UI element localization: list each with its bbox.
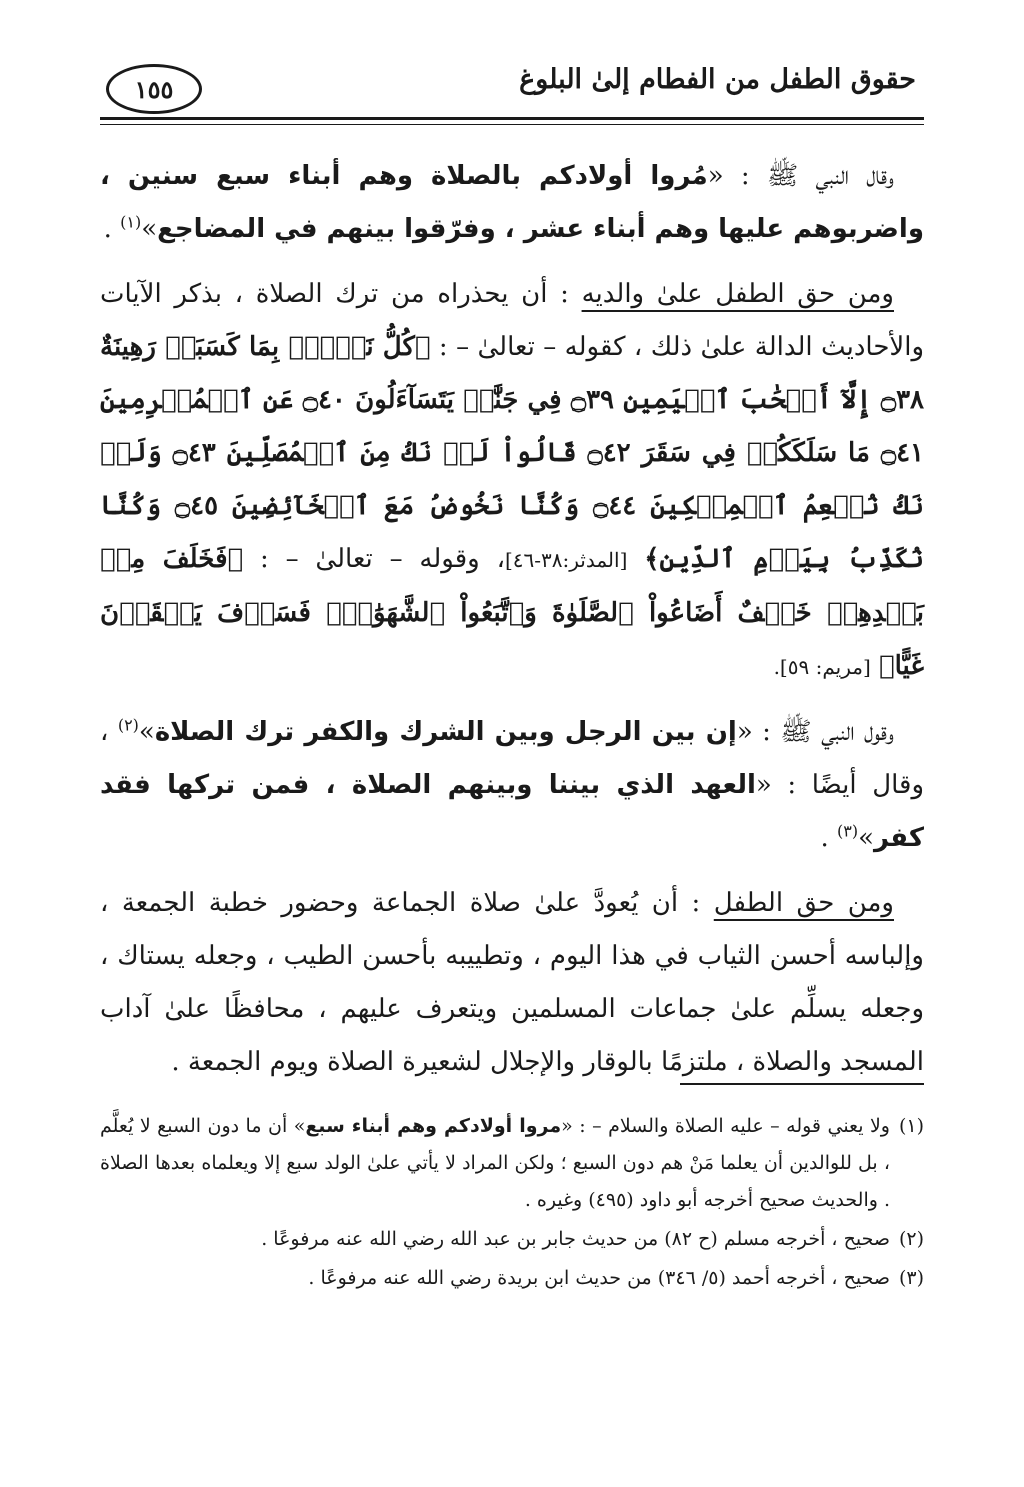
p3-hadith: إن بين الرجل وبين الشرك والكفر ترك الصلاة (154, 717, 737, 747)
p1-close: » (141, 214, 158, 244)
paragraph-hadith-prayer-age (100, 150, 924, 256)
page-number: ١٥٥ (106, 64, 202, 114)
footnote-ref-1: (١) (120, 212, 142, 232)
p2-text: : أن يحذراه من ترك الصلاة ، بذكر الآيات والأحاديث الدالة علىٰ ذلك ، كقوله – تعالىٰ – : (100, 279, 925, 362)
p3-hadith-2: العهد الذي بيننا وبينهم الصلاة ، فمن تركها فقد كفر (100, 770, 924, 853)
footnote-3 (100, 1260, 924, 1297)
p2-mid: ، وقوله – تعالىٰ – : (259, 544, 505, 574)
footnote-ref-2: (٢) (117, 715, 139, 735)
verse-reference-muddaththir: [المدثر:٣٨-٤٦] (504, 548, 628, 572)
p1-intro: وقال النبي ﷺ : « (707, 161, 895, 191)
quran-verse-maryam: ﴿فَخَلَفَ مِنۢ بَعۡدِهِمۡ خَلۡفٌ أَضَاعُواْ ٱلصَّلَوٰةَ وَٱتَّبَعُواْ ٱلشَّهَوَٰتِۖ فَسَوۡفَ يَلۡقَوۡنَ غَيًّا﴾ (100, 544, 924, 681)
paragraph-hadith-kufr (100, 706, 924, 865)
footnote-3-mark: (٣) (898, 1267, 924, 1289)
footnote-2-mark: (٢) (898, 1228, 924, 1250)
footnote-separator (680, 1083, 924, 1085)
running-title: حقوق الطفل من الفطام إلىٰ البلوغ (519, 64, 916, 95)
p4-text: : أن يُعودَّ علىٰ صلاة الجماعة وحضور خطبة الجمعة ، وإلباسه أحسن الثياب في هذا اليوم ، وتطييبه بأحسن الطيب ، وجعله يستاك ، وجعله يسلِّم علىٰ جماعات المسلمين ويتعرف عليهم ، محافظًا علىٰ آداب المسجد والصلاة ، ملتزمًا بالوقار والإجلال لشعيرة الصلاة ويوم الجمعة . (100, 888, 924, 1077)
header-rule-thin (100, 124, 924, 125)
p3-close-2: » (858, 823, 874, 853)
p1-end: . (103, 214, 112, 244)
footnote-ref-3: (٣) (836, 821, 859, 841)
p3-intro: وقول النبي ﷺ : « (736, 717, 894, 747)
p4-lead: ومن حق الطفل (713, 888, 894, 918)
main-text (100, 150, 924, 1101)
quran-verse-muddaththir: ﴿كُلُّ نَفۡسِۭ بِمَا كَسَبَتۡ رَهِينَةٌ ۝٣٨ إِلَّآ أَصۡحَٰبَ ٱلۡيَمِينِ ۝٣٩ فِي جَنَّٰتٖ يَتَسَآءَلُونَ ۝٤٠ عَنِ ٱلۡمُجۡرِمِينَ ۝٤١ مَا سَلَكَكُمۡ فِي سَقَرَ ۝٤٢ قَالُواْ لَمۡ نَكُ مِنَ ٱلۡمُصَلِّينَ ۝٤٣ وَلَمۡ نَكُ نُطۡعِمُ ٱلۡمِسۡكِينَ ۝٤٤ وَكُنَّا نَخُوضُ مَعَ ٱلۡخَآئِضِينَ ۝٤٥ وَكُنَّا نُكَذِّبُ بِيَوۡمِ ٱلدِّينِ﴾ (100, 332, 925, 574)
p3-close: » (138, 717, 155, 747)
footnote-1-post: » أن ما دون السبع لا يُعلَّم ، بل للوالدين أن يعلما مَنْ هم دون السبع ؛ ولكن المراد لا يأتي علىٰ الولد سبع إلا ويعلماه بعدها الصلاة . والحديث صحيح أخرجه أبو داود (٤٩٥) وغيره . (100, 1115, 890, 1211)
footnote-1-mark: (١) (898, 1115, 924, 1137)
footnote-3-text: صحيح ، أخرجه أحمد (٥/ ٣٤٦) من حديث ابن بريدة رضي الله عنه مرفوعًا . (308, 1267, 890, 1289)
p2-lead: ومن حق الطفل علىٰ والديه (581, 279, 894, 309)
footnote-1-pre: ولا يعني قوله – عليه الصلاة والسلام – : « (561, 1115, 890, 1137)
p3-end: . (820, 823, 829, 853)
footnotes (100, 1108, 924, 1299)
p3-mid: ، وقال أيضًا : « (100, 717, 925, 800)
page-header (100, 52, 924, 112)
p1-hadith: مُروا أولادكم بالصلاة وهم أبناء سبع سنين ، واضربوهم عليها وهم أبناء عشر ، وفرّقوا بينهم في المضاجع (100, 161, 924, 244)
paragraph-warning-verses (100, 268, 924, 694)
paragraph-friday-prayer (100, 877, 924, 1089)
footnote-2 (100, 1221, 924, 1258)
header-rule-thick (100, 117, 924, 120)
footnote-1 (100, 1108, 924, 1219)
verse-reference-maryam: [مريم: ٥٩]. (773, 655, 871, 679)
footnote-2-text: صحيح ، أخرجه مسلم (ح ٨٢) من حديث جابر بن عبد الله رضي الله عنه مرفوعًا . (261, 1228, 890, 1250)
footnote-1-bold: مروا أولادكم وهم أبناء سبع (305, 1115, 562, 1137)
